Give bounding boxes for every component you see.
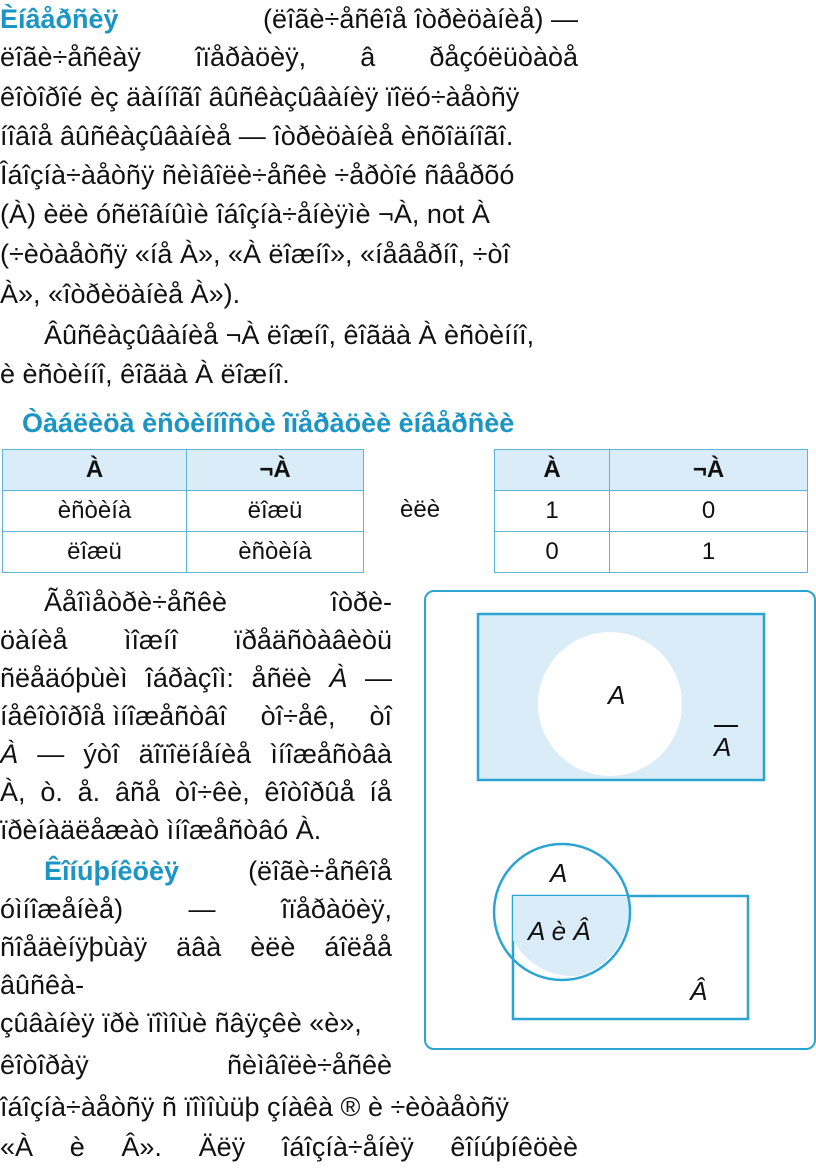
word: îïåðàöèÿ,: [195, 42, 307, 72]
table-cell: ëîæü: [187, 491, 364, 532]
word: èëè: [250, 932, 296, 962]
table-header: À: [495, 450, 610, 491]
word: óìíîæåíèå): [0, 894, 124, 924]
word: êîíúþíêöèè: [450, 1132, 578, 1162]
para4-line5: çûâàíèÿ ïðè ïîìîùè ñâÿçêè «è»,: [0, 1008, 362, 1038]
word: òî÷êè,: [174, 777, 250, 807]
table-cell: 0: [495, 532, 610, 573]
para2-line1: Âûñêàçûâàíèå ¬À ëîæíî, êîãäà À èñòèííî,: [44, 320, 535, 350]
table-cell: èñòèíà: [187, 532, 364, 573]
word: ëîãè÷åñêàÿ: [0, 42, 141, 72]
term-conjunction: Êîíúþíêöèÿ: [44, 856, 180, 886]
label-a: A: [607, 679, 625, 710]
truth-table-heading: Òàáëèöà èñòèííîñòè îïåðàöèè èíâåðñèè: [22, 408, 515, 438]
word: —: [188, 894, 216, 924]
word: ìíîæåñòâà: [270, 739, 392, 769]
para1-line5: Îáîçíà÷àåòñÿ ñèìâîëè÷åñêè ÷åðòîé ñâåðõó: [0, 160, 515, 190]
word: îáðàçîì:: [145, 663, 234, 693]
word: íåêîòîðîå ìíîæåñòâî: [0, 701, 227, 731]
para1-line2: [0, 40, 578, 74]
word: ìîæíî: [123, 625, 178, 655]
venn-frame: [424, 590, 816, 1050]
word: êîòîðàÿ: [0, 1050, 89, 1080]
para1-line8: À», «îòðèöàíèå À»).: [0, 279, 241, 309]
para4-line2: [0, 892, 392, 926]
table-cell: 1: [495, 491, 610, 532]
word: À: [0, 739, 19, 769]
word: íå: [369, 777, 392, 807]
label-a-and-b: A è Â: [527, 915, 591, 946]
para1-line7: (÷èòàåòñÿ «íå À», «À ëîæíî», «íåâåðíî, ÷òî: [0, 239, 510, 269]
word: áîëåå: [324, 932, 392, 962]
word: îòðè-: [330, 587, 392, 617]
word: ñëåäóþùèì: [0, 663, 128, 693]
word: ñèìâîëè÷åñêè: [227, 1050, 392, 1080]
word: «À: [0, 1132, 34, 1162]
table-cell: 1: [610, 532, 808, 573]
truth-table-bits: [494, 449, 808, 573]
venn-diagrams: [424, 590, 816, 1050]
truth-table-words: [2, 449, 364, 573]
para3-line6: [0, 775, 392, 809]
para1-line3: êîòîðîé èç äàííîãî âûñêàçûâàíèÿ ïîëó÷àåòñÿ: [0, 82, 520, 112]
para4-line4: âûñêà-: [0, 970, 85, 1000]
para4-line6: [0, 1048, 392, 1082]
table-cell: èñòèíà: [3, 491, 187, 532]
para2-line2: è èñòèííî, êîãäà À ëîæíî.: [0, 359, 290, 389]
word: å.: [77, 777, 101, 807]
para1-line1: [0, 2, 578, 36]
para3-line5: [0, 737, 392, 771]
word: öàíèå: [0, 625, 68, 655]
word: äîïîëíåíèå: [138, 739, 252, 769]
word: åñëè: [251, 663, 312, 693]
table-header: ¬À: [610, 450, 808, 491]
para1-line6: (À) èëè óñëîâíûìè îáîçíà÷åíèÿìè ¬À, not À: [0, 199, 490, 229]
word: ýòî: [83, 739, 120, 769]
word: À: [329, 663, 348, 693]
or-word: èëè: [400, 496, 441, 523]
para4-line8: [0, 1130, 578, 1164]
para3-line1: [44, 585, 392, 619]
para4-line7: îáîçíà÷àåòñÿ ñ ïîìîùüþ çíàêà ® è ÷èòàåòñÿ: [0, 1092, 509, 1122]
table-header: À: [3, 450, 187, 491]
para4-line1: [44, 854, 392, 888]
para4-line3: [0, 930, 392, 964]
para3-line7: ïðèíàäëåæàò ìíîæåñòâó À.: [0, 815, 322, 845]
table-cell: 0: [610, 491, 808, 532]
table-cell: ëîæü: [3, 532, 187, 573]
para3-line2: [0, 623, 392, 657]
label-not-a: A: [713, 731, 731, 762]
word: îáîçíà÷åíèÿ: [281, 1132, 414, 1162]
word: ïðåäñòàâèòü: [234, 625, 392, 655]
word: Â».: [121, 1132, 162, 1162]
word: òî÷åê,: [260, 701, 336, 731]
para3-line4: [0, 699, 392, 733]
para1-line1-rest: (ëîãè÷åñêîå îòðèöàíèå) —: [262, 4, 578, 34]
word: âñå: [114, 777, 161, 807]
term-inversion: Èíâåðñèÿ: [0, 4, 119, 34]
word: òî: [369, 701, 392, 731]
word: â: [360, 42, 376, 72]
word: —: [37, 739, 65, 769]
word: ò.: [40, 777, 63, 807]
word: ñîåäèíÿþùàÿ: [0, 932, 148, 962]
word: äâà: [176, 932, 222, 962]
word: Ãåîìåòðè÷åñêè: [44, 587, 227, 617]
word: Äëÿ: [198, 1132, 246, 1162]
table-header: ¬À: [187, 450, 364, 491]
word: ðåçóëüòàòå: [429, 42, 578, 72]
word: À,: [0, 777, 26, 807]
para3-line3: [0, 661, 392, 695]
word: êîòîðûå: [264, 777, 355, 807]
word: è: [69, 1132, 85, 1162]
label-b: Â: [689, 975, 707, 1006]
label-a-2: A: [549, 857, 567, 888]
word: (ëîãè÷åñêîå: [248, 856, 392, 886]
para1-line4: íîâîå âûñêàçûâàíèå — îòðèöàíèå èñõîäíîãî.: [0, 121, 514, 151]
word: —: [364, 663, 392, 693]
word: îïåðàöèÿ,: [280, 894, 392, 924]
